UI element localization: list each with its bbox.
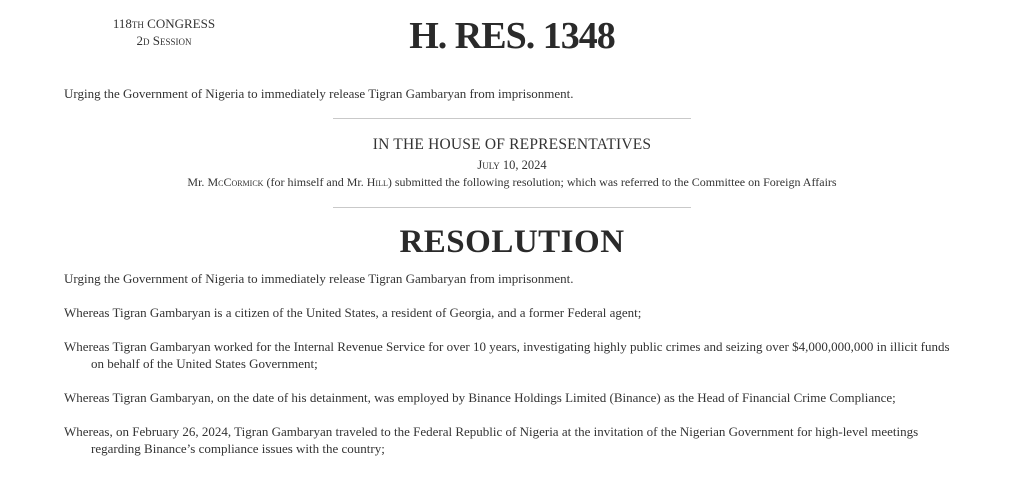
divider-bottom	[333, 207, 691, 208]
whereas-clause-1: Whereas Tigran Gambaryan is a citizen of the United States, a resident of Georgia, and a former Federal agent;	[64, 305, 642, 320]
whereas-clause-3: Whereas Tigran Gambaryan, on the date of his detainment, was employed by Binance Holdings Limited (Binance) as the Head of Financial Crime Compliance;	[64, 390, 896, 405]
congress-line: 118th CONGRESS	[112, 16, 216, 31]
bill-number: H. RES. 1348	[409, 15, 615, 57]
introduction-date: July 10, 2024	[477, 158, 547, 172]
session-ordinal: d	[143, 33, 150, 48]
congress-ordinal: th	[131, 16, 144, 31]
whereas-clause-2: Whereas Tigran Gambaryan worked for the Internal Revenue Service for over 10 years, investigating highly public crimes and seizing over $4,000,000,000 in illicit funds on behalf of the United States Government;	[64, 339, 950, 371]
resolution-body	[64, 270, 954, 474]
session-word: Session	[152, 33, 192, 48]
congress-word: CONGRESS	[147, 16, 216, 31]
divider-top	[333, 118, 691, 119]
chamber-heading: IN THE HOUSE OF REPRESENTATIVES	[372, 136, 652, 153]
cosponsor-name: Hill	[366, 175, 388, 189]
resolution-heading: RESOLUTION	[399, 224, 625, 260]
purpose-text: Urging the Government of Nigeria to immediately release Tigran Gambaryan from imprisonment.	[64, 271, 574, 286]
summary-text: Urging the Government of Nigeria to immediately release Tigran Gambaryan from imprisonment.	[64, 86, 574, 101]
sponsor-line: Mr. McCormick (for himself and Mr. Hill) submitted the following resolution; which was referred to the Committee on Foreign Affairs	[187, 175, 837, 189]
whereas-clause-4: Whereas, on February 26, 2024, Tigran Gambaryan traveled to the Federal Republic of Nigeria at the invitation of the Nigerian Government for high-level meetings regarding Binance’s compliance issues with the country;	[64, 424, 919, 456]
sponsor-name: McCormick	[207, 175, 264, 189]
session-line: 2d Session	[136, 33, 192, 48]
